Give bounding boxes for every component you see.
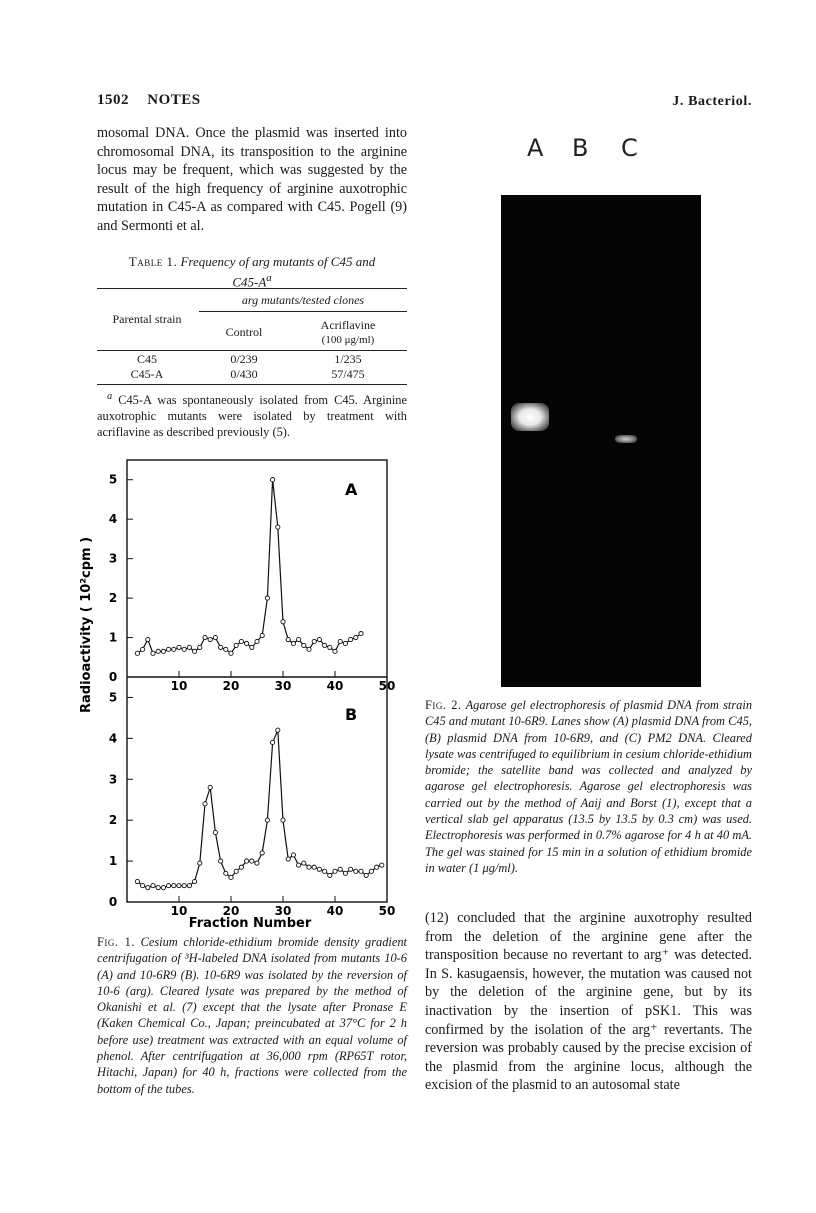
x-axis-label: Fraction Number <box>188 916 312 931</box>
gel-photograph <box>501 195 701 687</box>
data-point <box>182 884 186 888</box>
data-point <box>343 641 347 645</box>
data-point <box>359 632 363 636</box>
y-tick-label: 4 <box>108 731 118 746</box>
data-point <box>328 873 332 877</box>
control-cell: 0/430 <box>230 367 258 381</box>
data-point <box>203 635 207 639</box>
data-point <box>323 643 327 647</box>
table-title-line2: C45-A <box>232 274 267 290</box>
data-point <box>156 886 160 890</box>
journal-name: J. Bacteriol. <box>672 94 752 109</box>
table-footnote <box>97 389 407 440</box>
data-point <box>245 859 249 863</box>
data-point <box>291 853 295 857</box>
data-point <box>333 649 337 653</box>
data-point <box>193 879 197 883</box>
data-point <box>177 645 181 649</box>
running-header <box>97 92 201 109</box>
acriflavine-label: Acriflavine <box>320 318 376 332</box>
data-point <box>281 818 285 822</box>
data-point <box>260 633 264 637</box>
data-point <box>349 637 353 641</box>
footnote-text: C45-A was spontaneously isolated from C45. Arginine auxotrophic mutants were isolated by treatment with acriflavine as described previously (5). <box>97 393 407 440</box>
data-point <box>286 637 290 641</box>
data-point <box>135 651 139 655</box>
table-1 <box>97 288 407 384</box>
series-line <box>137 480 361 654</box>
col-acriflavine-header <box>289 318 407 347</box>
figure-1-caption <box>97 934 407 1097</box>
data-point <box>239 639 243 643</box>
data-point <box>364 873 368 877</box>
fig2-caption-text: Agarose gel electrophoresis of plasmid DNA from strain C45 and mutant 10-6R9. Lanes show (A) plasmid DNA from C45, (B) plasmid DNA from 10-6R9, and (C) PM2 DNA. Cleared lysate was centrifuged to equilibrium in cesium chloride-ethidium bromide; the satellite band was collected and analyzed by agarose gel electrophoresis. Agarose gel electrophoresis was carried out by the method of Aaij and Borst (1), except that a vertical slab gel apparatus (13.5 by 13.5 by 0.3 cm) was used. Electrophoresis was performed in 0.7% agarose for 4 h at 40 mA. The gel was stained for 15 min in a solution of ethidium bromide in water (1 μg/ml). <box>425 698 753 875</box>
paragraph-text: mosomal DNA. Once the plasmid was inserted into chromosomal DNA, its transposition to the arginine locus may be frequent, which was suggested by the result of the high frequency of arginine auxotrophic mutation in C45-A as compared with C45. Pogell (9) and Sermonti et al. <box>97 125 407 234</box>
data-point <box>312 639 316 643</box>
data-point <box>156 649 160 653</box>
data-point <box>271 740 275 744</box>
y-tick-label: 1 <box>108 630 118 645</box>
x-tick-label: 20 <box>222 679 240 693</box>
data-point <box>161 649 165 653</box>
data-point <box>146 886 150 890</box>
data-point <box>161 886 165 890</box>
data-point <box>213 635 217 639</box>
data-point <box>380 863 384 867</box>
data-point <box>323 869 327 873</box>
paragraph-text: (12) concluded that the arginine auxotrophy resulted from the deletion of the arginine gene after the transposition because no revertant to arg⁺ was detected. In S. kasugaensis, however, the mutation was caused not by the deletion of the arginine gene, but by its inactivation by the insertion of pSK1. This was confirmed by the isolation of the arg⁺ revertants. The reversion was probably caused by the precise excision of the plasmid from the arginine locus, although the excision of the plasmid to an autosomal state <box>425 910 752 1094</box>
strain-cell: C45 <box>136 352 157 366</box>
data-point <box>343 871 347 875</box>
data-point <box>265 596 269 600</box>
x-tick-label: 30 <box>274 679 292 693</box>
data-point <box>213 830 217 834</box>
data-point <box>317 637 321 641</box>
data-point <box>255 639 259 643</box>
data-point <box>219 645 223 649</box>
data-point <box>172 884 176 888</box>
data-point <box>224 647 228 651</box>
data-point <box>354 635 358 639</box>
data-point <box>250 859 254 863</box>
chart-frame <box>127 460 387 902</box>
acriflavine-unit: (100 μg/ml) <box>321 334 375 346</box>
data-point <box>203 802 207 806</box>
data-point <box>354 869 358 873</box>
data-point <box>297 637 301 641</box>
series-group-b <box>135 728 384 890</box>
data-point <box>187 645 191 649</box>
data-point <box>359 869 363 873</box>
acriflavine-cell: 57/475 <box>331 367 365 381</box>
section-name: NOTES <box>147 92 201 108</box>
tick-group <box>109 473 396 918</box>
table-row <box>97 352 407 367</box>
panel-label-b: B <box>345 705 358 724</box>
data-point <box>245 641 249 645</box>
data-point <box>208 637 212 641</box>
table-title <box>97 254 407 290</box>
x-tick-label: 30 <box>274 904 292 918</box>
control-cell: 0/239 <box>230 352 258 366</box>
data-point <box>151 651 155 655</box>
plot-frame <box>127 460 387 902</box>
table-body <box>97 352 407 382</box>
col-group-text: arg mutants/tested clones <box>241 293 365 307</box>
y-tick-label: 0 <box>108 895 118 909</box>
series-group-a <box>135 478 363 656</box>
data-point <box>338 639 342 643</box>
data-point <box>198 861 202 865</box>
fig1-caption-text: Cesium chloride-ethidium bromide density gradient centrifugation of ³H-labeled DNA isolated from mutants 10-6 (A) and 10-6R9 (B). 10-6R9 was isolated by the reversion of 10-6 (arg). Cleared lysate was prepared by the method of Okanishi et al. (7) except that the lysate after Pronase E (Kaken Chemical Co., Japan; preincubated at 37°C for 2 h before use) treatment was extracted with an equal volume of phenol. After centrifugation at 36,000 rpm (RP65T rotor, Hitachi, Japan) for 40 h, fractions were collected from the bottom of the tubes. <box>97 935 407 1096</box>
x-tick-label: 10 <box>170 679 188 693</box>
y-tick-label: 4 <box>108 512 118 527</box>
data-point <box>265 818 269 822</box>
table-title-note: a <box>266 272 272 284</box>
y-tick-label: 0 <box>108 670 118 684</box>
data-point <box>229 651 233 655</box>
y-tick-label: 1 <box>108 854 118 869</box>
y-tick-label: 2 <box>108 813 118 828</box>
data-point <box>167 647 171 651</box>
footnote-mark: a <box>107 391 113 402</box>
x-tick-label: 50 <box>378 904 396 918</box>
data-point <box>167 884 171 888</box>
x-tick-label: 10 <box>170 904 188 918</box>
lane-label-c: C <box>621 134 638 162</box>
y-tick-label: 3 <box>108 551 118 566</box>
y-tick-label: 2 <box>108 591 118 606</box>
table-group-rule <box>199 311 407 312</box>
data-point <box>141 884 145 888</box>
data-point <box>302 643 306 647</box>
y-tick-label: 3 <box>108 772 118 787</box>
x-tick-label: 40 <box>326 904 344 918</box>
lane-label-a: A <box>527 134 544 162</box>
data-point <box>276 525 280 529</box>
data-point <box>328 645 332 649</box>
data-point <box>229 875 233 879</box>
lane-label-b: B <box>572 134 589 162</box>
data-point <box>151 884 155 888</box>
fig1-caption-label: Fig. 1. <box>97 935 135 949</box>
table-header-rule <box>97 350 407 351</box>
col-control-header: Control <box>225 325 263 339</box>
col-group-header <box>199 293 407 308</box>
gel-band-lane-c <box>615 435 637 443</box>
data-point <box>349 867 353 871</box>
data-point <box>317 867 321 871</box>
data-point <box>286 857 290 861</box>
data-point <box>307 647 311 651</box>
data-point <box>338 867 342 871</box>
data-point <box>234 643 238 647</box>
data-point <box>250 645 254 649</box>
series-line <box>137 730 381 888</box>
data-point <box>187 884 191 888</box>
data-point <box>302 861 306 865</box>
table-bottom-rule <box>97 384 407 385</box>
figure-1-chart <box>78 455 408 935</box>
data-point <box>369 869 373 873</box>
data-point <box>224 871 228 875</box>
data-point <box>141 647 145 651</box>
data-point <box>193 649 197 653</box>
data-point <box>297 863 301 867</box>
data-point <box>271 478 275 482</box>
data-point <box>182 647 186 651</box>
body-paragraph-right <box>425 909 752 1095</box>
data-point <box>208 785 212 789</box>
table-top-rule <box>97 288 407 289</box>
figure-2-caption <box>425 697 752 876</box>
data-point <box>239 865 243 869</box>
data-point <box>234 869 238 873</box>
table-title-line1: Frequency of arg mutants of C45 and <box>180 254 376 269</box>
fig2-caption-label: Fig. 2. <box>425 698 462 712</box>
data-point <box>219 859 223 863</box>
y-tick-label: 5 <box>108 472 118 487</box>
table-row <box>97 367 407 382</box>
x-tick-label: 50 <box>378 679 396 693</box>
col-parental-header: Parental strain <box>112 312 182 326</box>
data-point <box>255 861 259 865</box>
panel-label-a: A <box>345 480 358 499</box>
data-point <box>291 641 295 645</box>
data-point <box>198 645 202 649</box>
y-axis-label: Radioactivity ( 10²cpm ) <box>79 536 94 714</box>
data-point <box>260 851 264 855</box>
page-number: 1502 <box>97 92 129 108</box>
data-point <box>177 884 181 888</box>
data-point <box>281 620 285 624</box>
x-tick-label: 20 <box>222 904 240 918</box>
data-point <box>312 865 316 869</box>
data-point <box>276 728 280 732</box>
data-point <box>172 647 176 651</box>
x-tick-label: 40 <box>326 679 344 693</box>
data-point <box>375 865 379 869</box>
gel-band-lane-a <box>511 403 549 431</box>
data-point <box>307 865 311 869</box>
data-point <box>146 637 150 641</box>
table-label: Table 1. <box>128 254 178 269</box>
data-point <box>333 869 337 873</box>
strain-cell: C45-A <box>130 367 164 381</box>
data-point <box>135 879 139 883</box>
acriflavine-cell: 1/235 <box>334 352 362 366</box>
body-paragraph-left <box>97 124 407 236</box>
y-tick-label: 5 <box>108 690 118 705</box>
